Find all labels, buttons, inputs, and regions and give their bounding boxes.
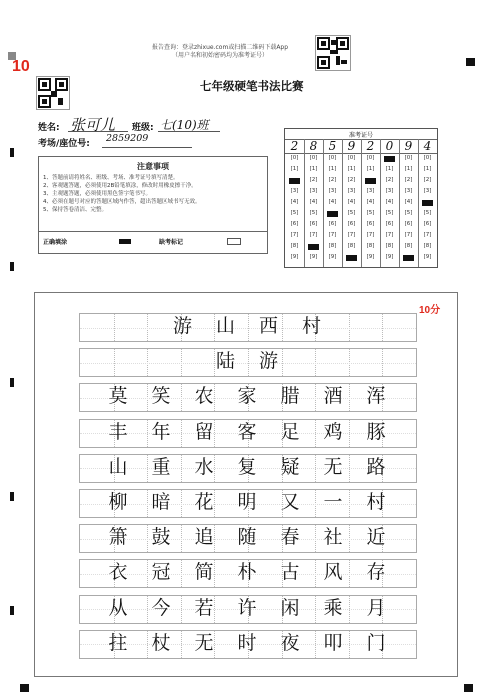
exam-id-bubble-filled[interactable] <box>289 178 300 184</box>
class-value: 七(10)班 <box>160 118 209 132</box>
exam-id-bubble[interactable]: [3] <box>290 188 299 194</box>
exam-id-bubble[interactable]: [6] <box>328 221 337 227</box>
seat-value: 2859209 <box>106 133 149 144</box>
handwritten-character: 陆 <box>215 350 235 373</box>
handwritten-character: 闲 <box>280 596 300 619</box>
handwritten-character: 笑 <box>151 385 171 408</box>
exam-id-bubble[interactable]: [9] <box>290 254 299 260</box>
handwritten-character: 叩 <box>323 631 343 654</box>
handwritten-character: 古 <box>280 561 300 584</box>
exam-id-bubble[interactable]: [6] <box>347 221 356 227</box>
exam-id-bubble[interactable]: [6] <box>423 221 432 227</box>
exam-id-bubble[interactable]: [7] <box>290 232 299 238</box>
exam-id-bubble[interactable]: [6] <box>385 221 394 227</box>
alignment-mark <box>10 378 14 387</box>
handwritten-character: 夜 <box>280 631 300 654</box>
handwritten-character: 又 <box>280 491 300 513</box>
handwritten-character: 疑 <box>280 455 300 478</box>
handwritten-character: 近 <box>366 526 386 549</box>
exam-id-bubble[interactable]: [7] <box>366 232 375 238</box>
handwritten-character: 追 <box>194 526 214 549</box>
exam-id-bubble[interactable]: [1] <box>423 166 432 172</box>
student-qr-code <box>36 76 70 110</box>
handwritten-character: 一 <box>323 491 343 513</box>
handwritten-character: 月 <box>366 596 386 619</box>
exam-id-bubble[interactable]: [7] <box>423 232 432 238</box>
instructions-heading: 注意事项 <box>137 162 169 171</box>
exam-id-bubble[interactable]: [4] <box>404 199 413 205</box>
exam-id-bubble[interactable]: [6] <box>290 221 299 227</box>
exam-id-bubble[interactable]: [7] <box>328 232 337 238</box>
exam-id-digit: 4 <box>423 139 432 153</box>
correct-fill-label: 正确填涂 <box>43 239 68 246</box>
exam-id-bubble[interactable]: [4] <box>347 199 356 205</box>
handwritten-character: 家 <box>237 385 257 408</box>
exam-id-bubble[interactable]: [3] <box>328 188 337 194</box>
handwritten-character: 浑 <box>366 385 386 408</box>
exam-id-bubble-filled[interactable] <box>365 178 376 184</box>
exam-id-bubble[interactable]: [8] <box>347 243 356 249</box>
exam-id-bubble[interactable]: [6] <box>366 221 375 227</box>
exam-id-bubble[interactable]: [8] <box>290 243 299 249</box>
seat-label: 考场/座位号: <box>38 139 90 149</box>
exam-id-bubble[interactable]: [4] <box>328 199 337 205</box>
exam-id-bubble[interactable]: [1] <box>290 166 299 172</box>
handwritten-character: 时 <box>237 631 257 654</box>
instruction-item: 4、必须在题号对应的答题区域内作答，超出答题区域书写无效。 <box>43 199 201 205</box>
handwritten-character: 杖 <box>151 631 171 654</box>
exam-id-digit: 2 <box>290 139 299 153</box>
exam-id-bubble[interactable]: [8] <box>404 243 413 249</box>
exam-id-bubble[interactable]: [0] <box>290 155 299 161</box>
handwritten-character: 村 <box>301 315 321 337</box>
exam-id-bubble-filled[interactable] <box>346 255 357 261</box>
alignment-mark <box>10 262 14 271</box>
handwritten-character: 重 <box>151 455 171 478</box>
exam-id-bubble[interactable]: [2] <box>404 177 413 183</box>
handwritten-character: 拄 <box>108 631 128 654</box>
exam-id-bubble[interactable]: [3] <box>309 188 318 194</box>
exam-id-bubble[interactable]: [2] <box>328 177 337 183</box>
exam-id-bubble[interactable]: [2] <box>309 177 318 183</box>
handwritten-character: 丰 <box>108 420 128 443</box>
alignment-mark <box>466 58 475 66</box>
handwritten-character: 乘 <box>323 596 343 619</box>
handwritten-character: 村 <box>366 491 386 513</box>
exam-id-bubble[interactable]: [6] <box>309 221 318 227</box>
handwritten-character: 随 <box>237 526 257 549</box>
handwritten-character: 简 <box>194 561 214 584</box>
exam-id-bubble[interactable]: [0] <box>366 155 375 161</box>
handwritten-character: 腊 <box>280 385 300 408</box>
app-qr-code[interactable] <box>315 35 351 71</box>
instructions-box <box>38 156 268 254</box>
exam-id-bubble[interactable]: [3] <box>385 188 394 194</box>
absent-label: 缺考标记 <box>159 239 184 246</box>
instruction-item: 3、主观题答题，必须使用黑色签字笔书写。 <box>43 191 152 197</box>
handwritten-character: 鼓 <box>151 526 171 549</box>
report-query-line: （用户名和初始密码均为准考证号） <box>171 52 268 59</box>
exam-id-bubble[interactable]: [7] <box>385 232 394 238</box>
handwritten-character: 路 <box>366 455 386 478</box>
writing-row <box>79 313 417 342</box>
alignment-mark <box>10 606 14 615</box>
instruction-item: 5、保持答卷清洁、完整。 <box>43 207 108 213</box>
handwritten-character: 明 <box>237 491 257 513</box>
exam-id-digit: 9 <box>404 139 413 153</box>
exam-id-bubble[interactable]: [5] <box>309 210 318 216</box>
handwritten-character: 水 <box>194 455 214 478</box>
handwritten-character: 存 <box>366 561 386 584</box>
alignment-mark <box>20 684 29 692</box>
page-title: 七年级硬笔书法比赛 <box>200 79 304 93</box>
exam-id-bubble[interactable]: [1] <box>404 166 413 172</box>
handwritten-character: 足 <box>280 420 300 443</box>
exam-id-bubble-filled[interactable] <box>308 244 319 250</box>
exam-id-bubble[interactable]: [9] <box>423 254 432 260</box>
exam-id-digit: 9 <box>347 139 356 153</box>
writing-sheet <box>34 292 458 677</box>
handwritten-character: 今 <box>151 596 171 619</box>
handwritten-character: 从 <box>108 596 128 619</box>
exam-id-bubble[interactable]: [8] <box>423 243 432 249</box>
exam-id-bubble-filled[interactable] <box>384 156 395 162</box>
handwritten-character: 山 <box>108 455 128 478</box>
handwritten-character: 鸡 <box>323 420 343 443</box>
handwritten-character: 花 <box>194 491 214 513</box>
exam-id-bubble-filled[interactable] <box>403 255 414 261</box>
exam-id-bubble[interactable]: [9] <box>385 254 394 260</box>
handwritten-character: 复 <box>237 455 257 478</box>
handwritten-character: 山 <box>215 315 235 337</box>
handwritten-character: 柳 <box>108 491 128 513</box>
exam-id-bubble[interactable]: [7] <box>404 232 413 238</box>
exam-id-bubble[interactable]: [6] <box>404 221 413 227</box>
exam-id-grid <box>284 128 438 268</box>
exam-id-bubble[interactable]: [2] <box>385 177 394 183</box>
exam-id-bubble[interactable]: [9] <box>309 254 318 260</box>
exam-id-bubble[interactable]: [3] <box>366 188 375 194</box>
exam-id-bubble[interactable]: [4] <box>290 199 299 205</box>
alignment-mark <box>10 492 14 501</box>
instruction-item: 1、答题前请将姓名、班级、考场、准考证号填写清楚。 <box>43 175 179 181</box>
exam-id-bubble[interactable]: [5] <box>290 210 299 216</box>
handwritten-character: 衣 <box>108 561 128 584</box>
exam-id-bubble[interactable]: [5] <box>385 210 394 216</box>
writing-row <box>79 348 417 377</box>
exam-id-bubble[interactable]: [5] <box>347 210 356 216</box>
exam-id-bubble[interactable]: [7] <box>347 232 356 238</box>
handwritten-character: 若 <box>194 596 214 619</box>
exam-id-bubble[interactable]: [1] <box>347 166 356 172</box>
exam-id-label: 准考证号 <box>348 132 373 139</box>
handwritten-character: 游 <box>172 315 192 337</box>
corner-score: 10 <box>12 58 30 75</box>
correct-fill-sample <box>119 239 131 244</box>
exam-id-bubble[interactable]: [7] <box>309 232 318 238</box>
exam-id-bubble[interactable]: [2] <box>423 177 432 183</box>
class-label: 班级: <box>132 123 154 133</box>
handwritten-character: 暗 <box>151 491 171 513</box>
alignment-mark <box>10 148 14 157</box>
exam-id-bubble[interactable]: [8] <box>328 243 337 249</box>
exam-id-bubble[interactable]: [4] <box>385 199 394 205</box>
name-label: 姓名: <box>38 123 60 133</box>
handwritten-character: 游 <box>258 350 278 373</box>
exam-id-bubble[interactable]: [9] <box>366 254 375 260</box>
exam-id-bubble[interactable]: [0] <box>423 155 432 161</box>
exam-id-bubble[interactable]: [3] <box>404 188 413 194</box>
handwritten-character: 许 <box>237 596 257 619</box>
exam-id-bubble[interactable]: [1] <box>328 166 337 172</box>
exam-id-bubble[interactable]: [0] <box>347 155 356 161</box>
exam-id-bubble[interactable]: [5] <box>366 210 375 216</box>
handwritten-character: 春 <box>280 526 300 549</box>
handwritten-character: 西 <box>258 315 278 337</box>
exam-id-bubble[interactable]: [0] <box>328 155 337 161</box>
handwritten-character: 门 <box>366 631 386 654</box>
handwritten-character: 豚 <box>366 420 386 443</box>
exam-id-bubble-filled[interactable] <box>327 211 338 217</box>
exam-id-bubble[interactable]: [5] <box>423 210 432 216</box>
handwritten-character: 社 <box>323 526 343 549</box>
exam-id-digit: 0 <box>385 139 394 153</box>
handwritten-character: 年 <box>151 420 171 443</box>
alignment-mark <box>464 684 473 692</box>
handwritten-character: 留 <box>194 420 214 443</box>
instruction-item: 2、客观题答题，必须使用2B铅笔填涂，修改时用橡皮擦干净。 <box>43 183 197 189</box>
absent-checkbox[interactable] <box>227 238 241 245</box>
exam-id-bubble[interactable]: [4] <box>309 199 318 205</box>
exam-id-bubble[interactable]: [0] <box>309 155 318 161</box>
handwritten-character: 农 <box>194 385 214 408</box>
exam-id-bubble[interactable]: [1] <box>385 166 394 172</box>
exam-id-bubble[interactable]: [0] <box>404 155 413 161</box>
exam-id-digit: 5 <box>328 139 337 153</box>
writing-score: 10分 <box>419 305 441 316</box>
exam-id-bubble[interactable]: [8] <box>366 243 375 249</box>
exam-id-bubble[interactable]: [2] <box>347 177 356 183</box>
name-value: 张可儿 <box>70 116 116 134</box>
exam-id-bubble[interactable]: [3] <box>347 188 356 194</box>
report-query-note <box>120 44 320 60</box>
exam-id-bubble-filled[interactable] <box>422 200 433 206</box>
exam-id-bubble[interactable]: [9] <box>328 254 337 260</box>
handwritten-character: 冠 <box>151 561 171 584</box>
handwritten-character: 酒 <box>323 385 343 408</box>
exam-id-bubble[interactable]: [8] <box>385 243 394 249</box>
handwritten-character: 朴 <box>237 561 257 584</box>
exam-id-digit: 2 <box>366 139 375 153</box>
report-query-line: 报告查询：登录zhixue.com或扫描二维码下载App <box>151 44 289 51</box>
handwritten-character: 客 <box>237 420 257 443</box>
exam-id-bubble[interactable]: [1] <box>309 166 318 172</box>
exam-id-bubble[interactable]: [5] <box>404 210 413 216</box>
exam-id-bubble[interactable]: [4] <box>366 199 375 205</box>
student-info <box>38 112 278 152</box>
handwritten-character: 箫 <box>108 526 128 549</box>
handwritten-character: 无 <box>323 455 343 478</box>
handwritten-character: 风 <box>323 561 343 584</box>
exam-id-digit: 8 <box>309 139 318 153</box>
exam-id-bubble[interactable]: [3] <box>423 188 432 194</box>
exam-id-bubble[interactable]: [1] <box>366 166 375 172</box>
handwritten-character: 无 <box>194 631 214 654</box>
handwritten-character: 莫 <box>108 385 128 408</box>
